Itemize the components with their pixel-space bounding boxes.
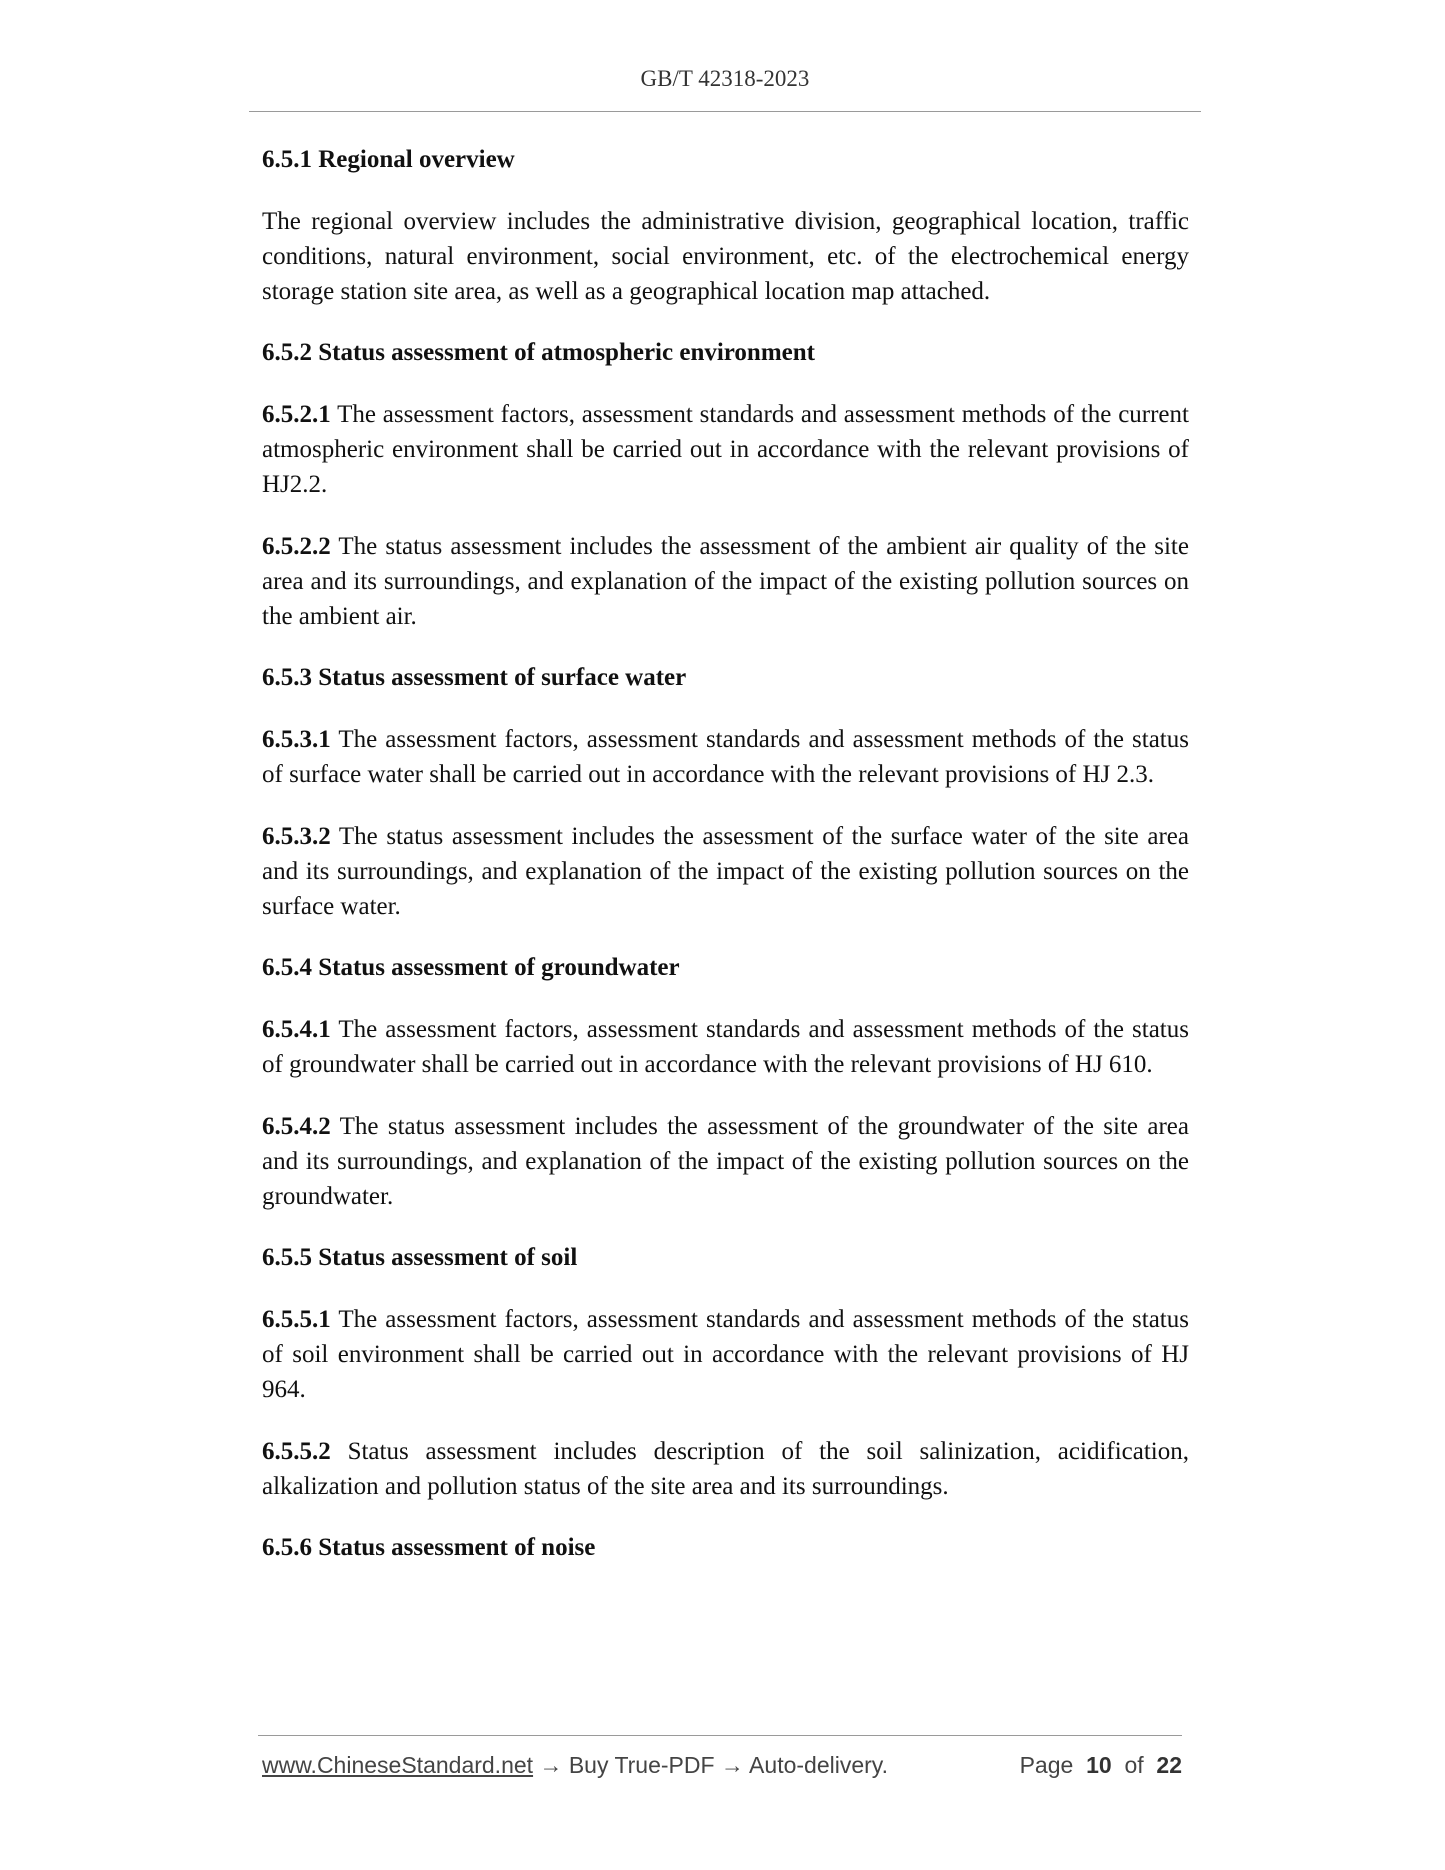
page-of-label: of [1124, 1752, 1144, 1778]
section-heading: 6.5.2 Status assessment of atmospheric environment [262, 339, 815, 366]
section-heading: 6.5.5 Status assessment of soil [262, 1244, 578, 1271]
page-footer [262, 1752, 1182, 1779]
clause-number: 6.5.3.1 [262, 726, 331, 753]
paragraph [262, 397, 1189, 502]
clause-number: 6.5.4.2 [262, 1113, 331, 1140]
paragraph-text: The status assessment includes the assessment of the surface water of the site area and its surroundings, and explanation of the impact of the existing pollution sources on the surface water. [262, 823, 1189, 920]
header-divider [249, 111, 1201, 112]
paragraph [262, 529, 1189, 634]
paragraph [262, 1109, 1189, 1214]
page-label: Page [1019, 1752, 1074, 1778]
promo-text: → Buy True-PDF → Auto-delivery. [533, 1752, 888, 1778]
document-body [262, 143, 1189, 1592]
page-indicator [1020, 1752, 1182, 1779]
paragraph [262, 722, 1189, 792]
footer-divider [258, 1735, 1182, 1736]
clause-number: 6.5.3.2 [262, 823, 331, 850]
section-heading: 6.5.4 Status assessment of groundwater [262, 954, 680, 981]
clause-number: 6.5.2.1 [262, 401, 331, 428]
paragraph-text: The regional overview includes the administrative division, geographical location, traffic conditions, natural environment, social environment, etc. of the electrochemical energy storage station site area, as well as a geographical location map attached. [262, 208, 1189, 305]
paragraph [262, 819, 1189, 924]
paragraph [262, 1434, 1189, 1504]
section-heading: 6.5.6 Status assessment of noise [262, 1534, 596, 1561]
clause-number: 6.5.5.2 [262, 1438, 331, 1465]
website-link[interactable]: www.ChineseStandard.net [262, 1752, 534, 1778]
paragraph-text: The status assessment includes the assessment of the groundwater of the site area and its surroundings, and explanation of the impact of the existing pollution sources on the groundwater. [262, 1113, 1189, 1210]
paragraph [262, 1012, 1189, 1082]
paragraph [262, 1302, 1189, 1407]
paragraph-text: The assessment factors, assessment standards and assessment methods of the status of surface water shall be carried out in accordance with the relevant provisions of HJ 2.3. [262, 726, 1189, 788]
paragraph-text: The assessment factors, assessment standards and assessment methods of the status of soil environment shall be carried out in accordance with the relevant provisions of HJ 964. [262, 1306, 1189, 1403]
paragraph [262, 204, 1189, 309]
page-current: 10 [1086, 1752, 1112, 1778]
section-heading: 6.5.1 Regional overview [262, 146, 515, 173]
clause-number: 6.5.2.2 [262, 533, 331, 560]
clause-number: 6.5.4.1 [262, 1016, 331, 1043]
paragraph-text: The assessment factors, assessment standards and assessment methods of the current atmospheric environment shall be carried out in accordance with the relevant provisions of HJ2.2. [262, 401, 1189, 498]
paragraph-text: The status assessment includes the assessment of the ambient air quality of the site area and its surroundings, and explanation of the impact of the existing pollution sources on the ambient air. [262, 533, 1189, 630]
clause-number: 6.5.5.1 [262, 1306, 331, 1333]
paragraph-text: The assessment factors, assessment standards and assessment methods of the status of groundwater shall be carried out in accordance with the relevant provisions of HJ 610. [262, 1016, 1189, 1078]
page-total: 22 [1156, 1752, 1182, 1778]
document-id-header: GB/T 42318-2023 [640, 66, 810, 91]
footer-promo [262, 1752, 888, 1779]
paragraph-text: Status assessment includes description of the soil salinization, acidification, alkalization and pollution status of the site area and its surroundings. [262, 1438, 1189, 1500]
section-heading: 6.5.3 Status assessment of surface water [262, 664, 687, 691]
